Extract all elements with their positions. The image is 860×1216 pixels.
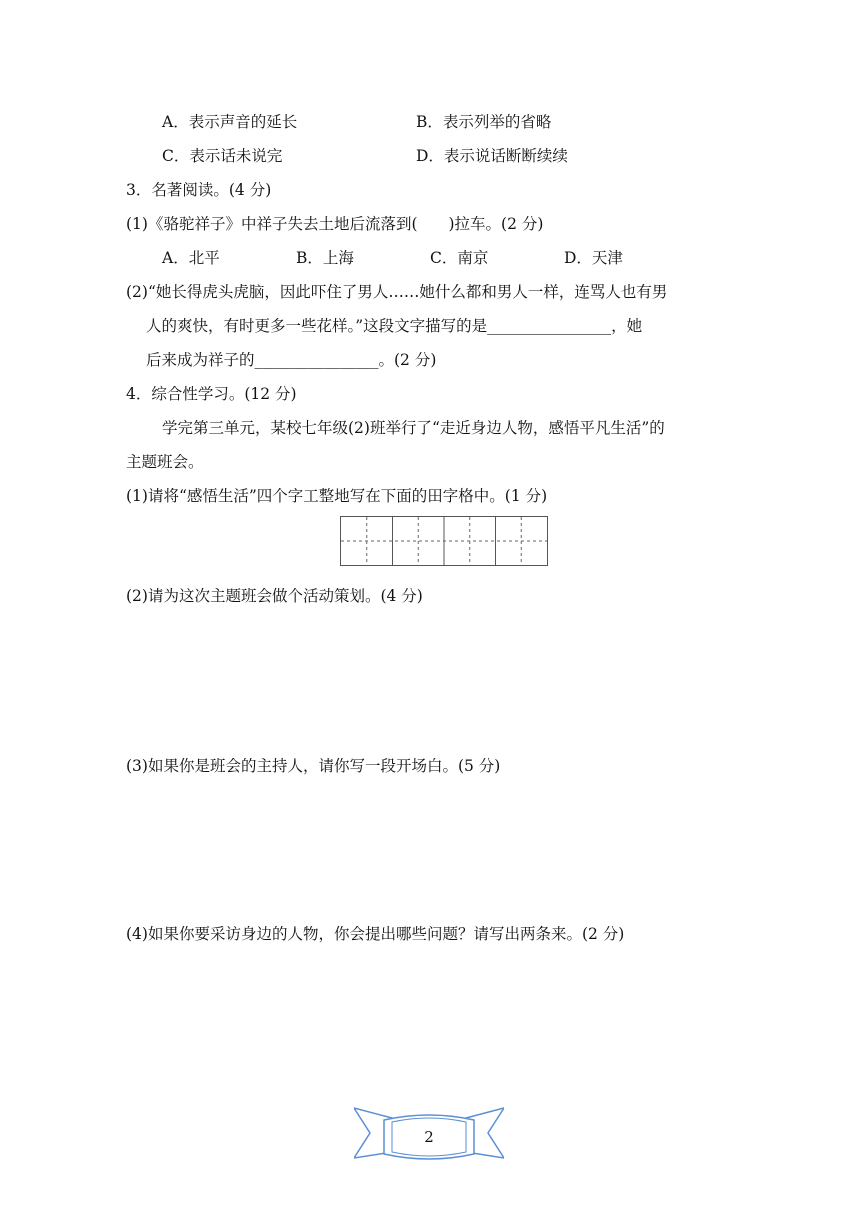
q3-heading: 3．名著阅读。(4 分) [126, 181, 272, 199]
q3-sub1-option-d: D．天津 [564, 249, 623, 267]
q3-sub2-line3: 后来成为祥子的________________。(2 分) [146, 351, 437, 369]
q4-sub3: (3)如果你是班会的主持人，请你写一段开场白。(5 分) [126, 757, 501, 775]
page-number: 2 [424, 1128, 434, 1146]
q2-option-c: C．表示话未说完 [162, 147, 283, 165]
q4-sub1: (1)请将“感悟生活”四个字工整地写在下面的田字格中。(1 分) [126, 487, 548, 505]
q3-sub1-option-c: C．南京 [430, 249, 489, 267]
q3-sub1-option-a: A．北平 [162, 249, 220, 267]
q4-sub2: (2)请为这次主题班会做个活动策划。(4 分) [126, 587, 423, 605]
tianzige-grid[interactable] [340, 516, 548, 566]
q2-option-a: A．表示声音的延长 [162, 113, 298, 131]
q4-intro-line2: 主题班会。 [126, 453, 204, 471]
q4-intro-line1: 学完第三单元，某校七年级(2)班举行了“走近身边人物，感悟平凡生活”的 [162, 419, 665, 437]
tianzige-lines [341, 517, 547, 565]
q3-sub1: (1)《骆驼祥子》中祥子失去土地后流落到( )拉车。(2 分) [126, 215, 544, 233]
q2-option-b: B．表示列举的省略 [416, 113, 552, 131]
q3-sub1-option-b: B．上海 [296, 249, 354, 267]
q2-option-d: D．表示说话断断续续 [416, 147, 568, 165]
q3-sub2-line1: (2)“她长得虎头虎脑，因此吓住了男人……她什么都和男人一样，连骂人也有男 [126, 283, 668, 301]
q4-heading: 4．综合性学习。(12 分) [126, 385, 297, 403]
q3-sub2-line2: 人的爽快，有时更多一些花样。”这段文字描写的是________________，她 [146, 317, 643, 335]
q4-sub4: (4)如果你要采访身边的人物，你会提出哪些问题？请写出两条来。(2 分) [126, 925, 625, 943]
